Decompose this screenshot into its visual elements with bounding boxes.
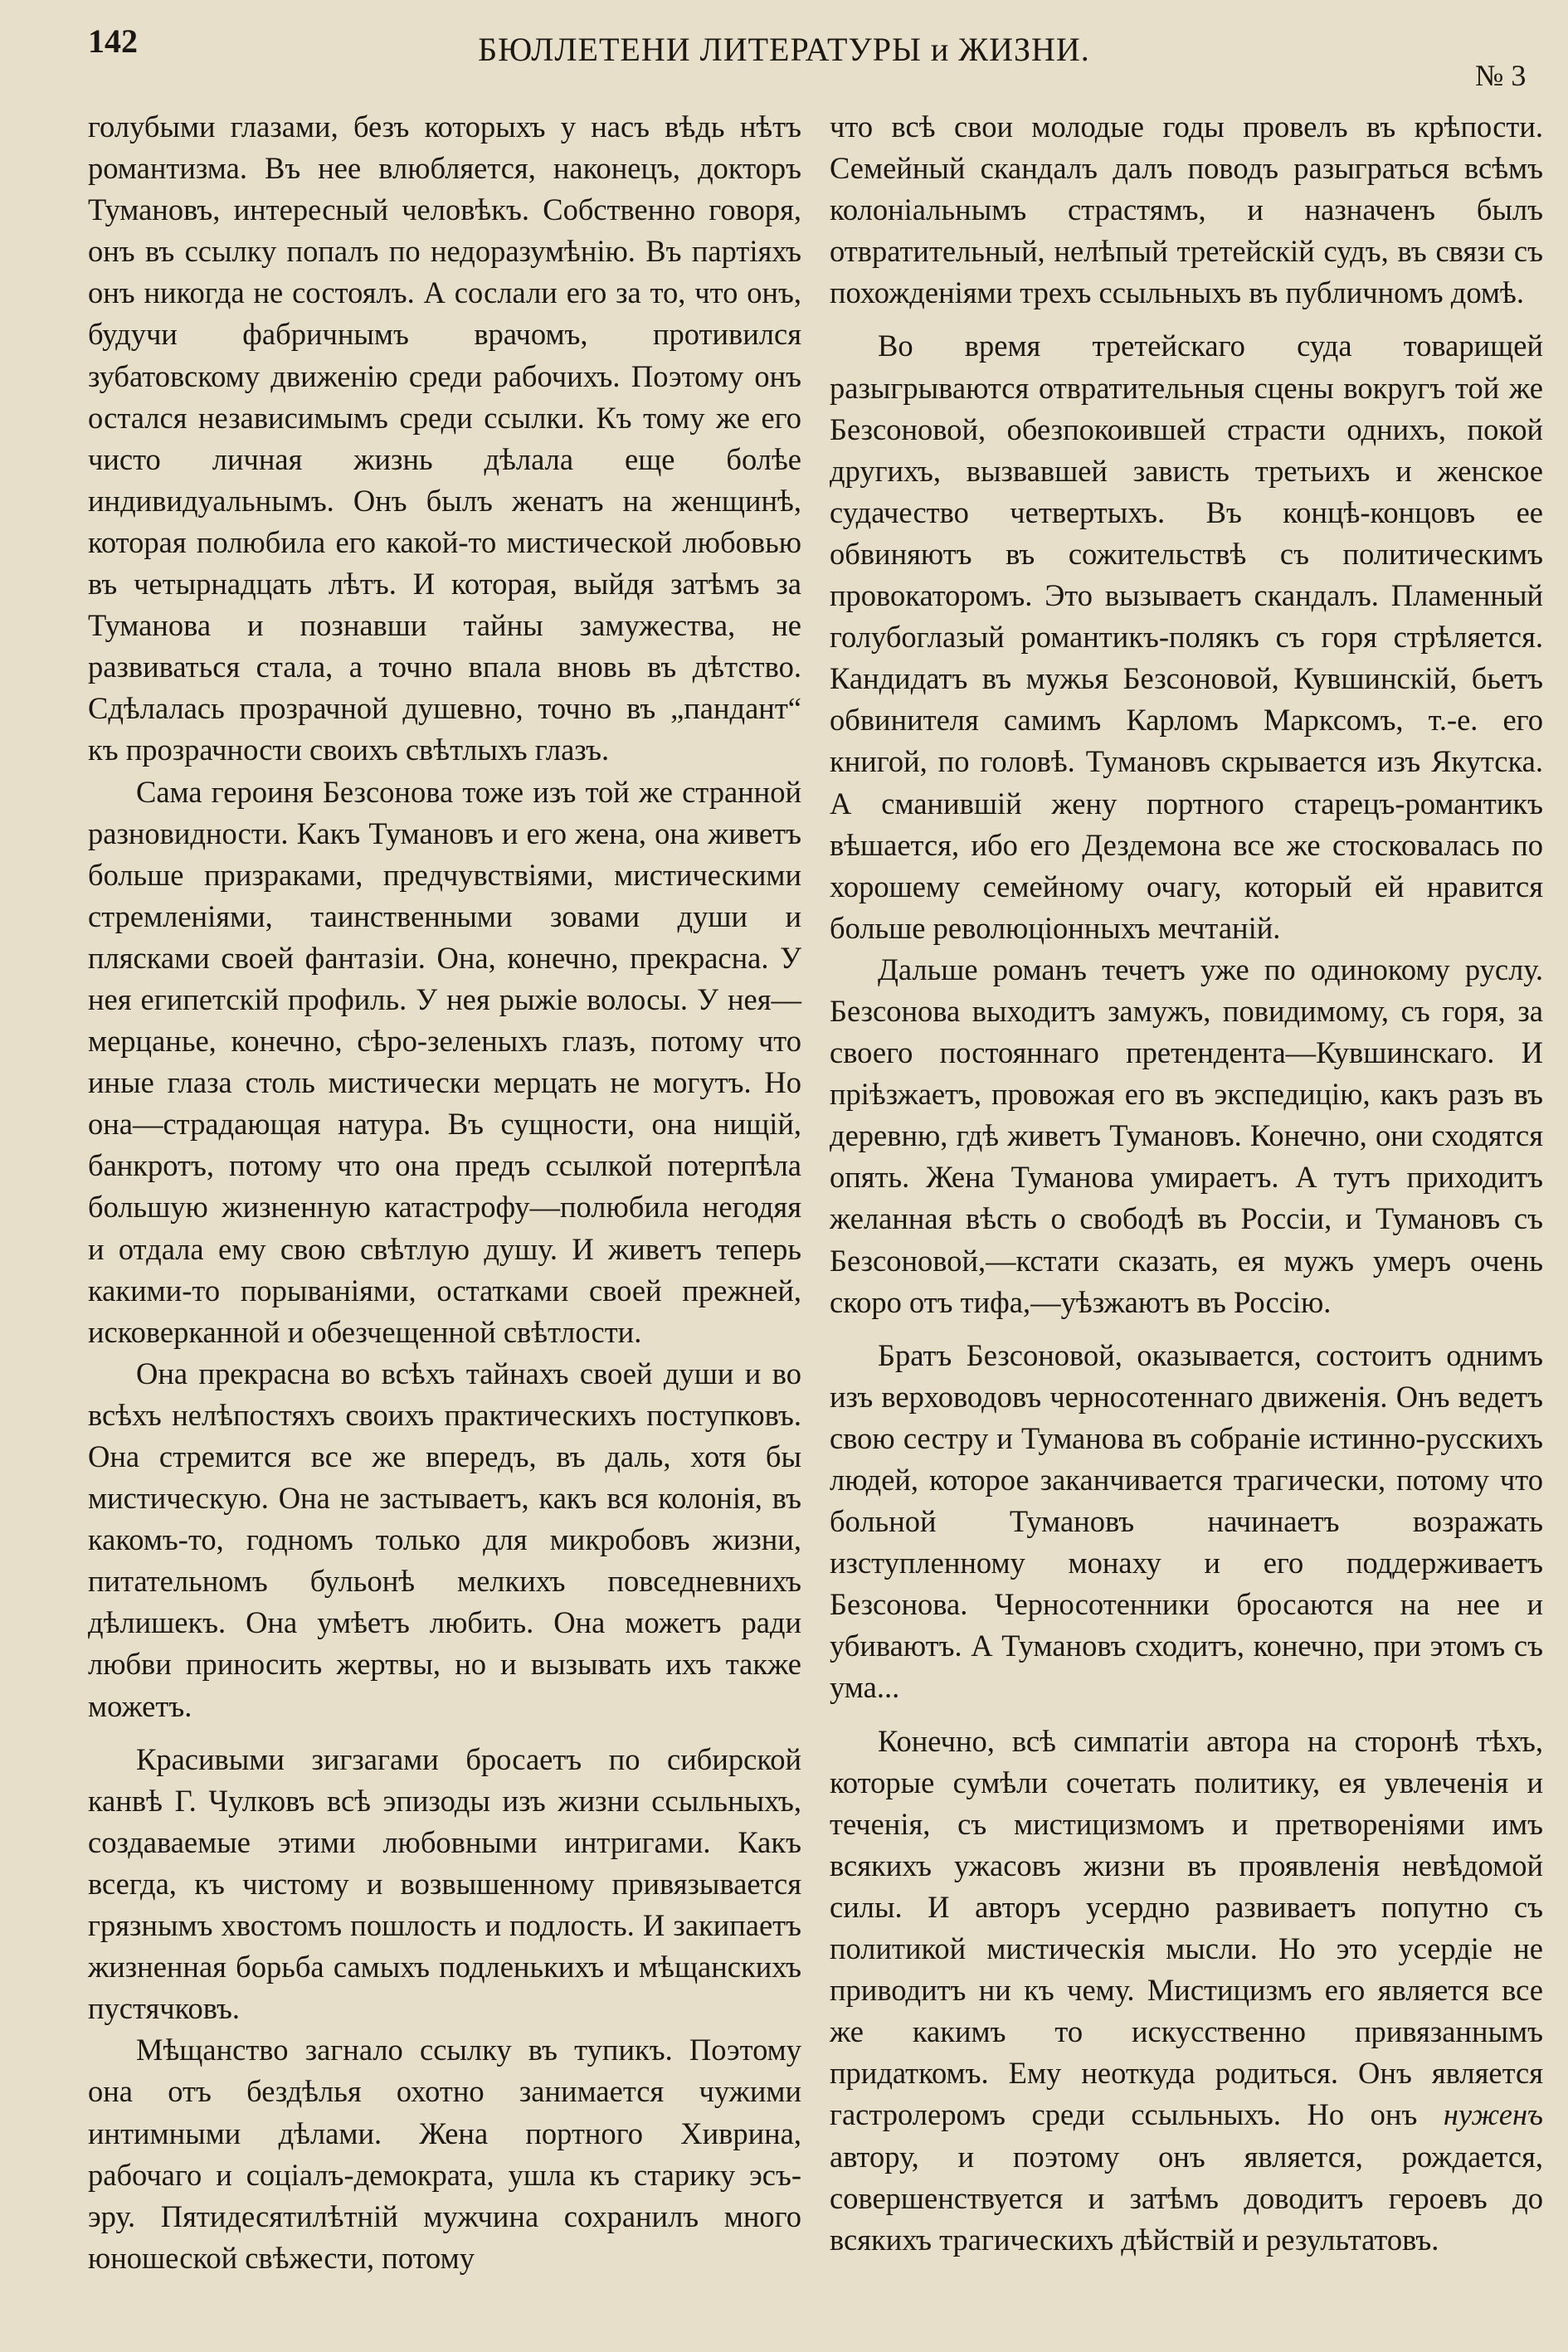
text-run: Конечно, всѣ симпатіи автора на сторонѣ тѣхъ, которые сумѣли сочетать политику, ея увлеченія и теченія, съ мистицизмомъ и претвореніями имъ всякихъ ужасовъ жизни въ проявленія невѣдомой силы. И авторъ усердно развиваетъ попутно съ политикой мистическія мысли. Но это усердіе не приводитъ ни къ чему. Мистицизмъ его является все же какимъ то искусственно привязаннымъ придаткомъ. Ему неоткуда родиться. Онъ является гастролеромъ среди ссыльныхъ. Но онъ — [830, 1723, 1543, 2132]
paragraph: Братъ Безсоновой, оказывается, состоитъ однимъ изъ верховодовъ черносотеннаго движенія. Онъ ведетъ свою сестру и Туманова въ собраніе истинно-русскихъ людей, которое заканчивается трагически, потому что больной Тумановъ начинаетъ возражать изступленному монаху и его поддерживаетъ Безсонова. Черносотенники бросаются на нее и убиваютъ. А Тумановъ сходитъ, конечно, при этомъ съ ума... — [830, 1337, 1543, 1705]
paragraph: что всѣ свои молодые годы провелъ въ крѣпости. Семейный скандалъ далъ поводъ разыграться всѣмъ колоніальнымъ страстямъ, и назначенъ былъ отвратительный, нелѣпый третейскій судъ, въ связи съ похожденіями трехъ ссыльныхъ въ публичномъ домѣ. — [830, 110, 1543, 310]
text-run: автору, и поэтому онъ является, рождается, совершенствуется и затѣмъ доводитъ героевъ до всякихъ трагическихъ дѣйствій и результатовъ. — [830, 2139, 1543, 2257]
paragraph: Она прекрасна во всѣхъ тайнахъ своей души и во всѣхъ нелѣпостяхъ своихъ практическихъ поступковъ. Она стремится все же впередъ, въ даль, хотя бы мистическую. Она не застываетъ, какъ вся колонія, въ какомъ-то, годномъ только для микробовъ жизни, питательномъ бульонѣ мелкихъ повседневнихъ дѣлишекъ. Она умѣетъ любить. Она можетъ ради любви приносить жертвы, но и вызывать ихъ также можетъ. — [88, 1356, 801, 1723]
paragraph: Мѣщанство загнало ссылку въ тупикъ. Поэтому она отъ бездѣлья охотно занимается чужими интимными дѣлами. Жена портного Хиврина, рабочаго и соціалъ-демократа, ушла къ старику эсъ-эру. Пятидесятилѣтній мужчина сохранилъ много юношеской свѣжести, потому — [88, 2033, 801, 2275]
issue-number: № 3 — [1475, 59, 1527, 92]
running-title: БЮЛЛЕТЕНИ ЛИТЕРАТУРЫ и ЖИЗНИ. — [478, 31, 1090, 68]
paragraph: Во время третейскаго суда товарищей разыгрываются отвратительныя сцены вокругъ той же Безсоновой, обезпокоившей страсти однихъ, покой другихъ, вызвавшей зависть третьихъ и женское судачество четвертыхъ. Въ концѣ-концовъ ее обвиняютъ въ сожительствѣ съ политическимъ провокаторомъ. Это вызываетъ скандалъ. Пламенный голубоглазый романтикъ-полякъ съ горя стрѣляется. Кандидатъ въ мужья Безсоновой, Кувшинскій, бьетъ обвинителя самимъ Карломъ Марксомъ, т.-е. его книгой, по головѣ. Тумановъ скрывается изъ Якутска. А сманившій жену портного старецъ-романтикъ вѣшается, ибо его Дездемона все же стосковалась по хорошему семейному очагу, который ей нравится больше революціонныхъ мечтаній. — [830, 329, 1543, 945]
left-column — [88, 106, 801, 2279]
paragraph — [830, 1721, 1543, 2261]
right-column — [830, 106, 1543, 2261]
page-header — [0, 0, 1568, 92]
paragraph: Сама героиня Безсонова тоже изъ той же странной разновидности. Какъ Тумановъ и его жена, она живетъ больше призраками, предчувствіями, мистическими стремленіями, таинственными зовами души и плясками своей фантазіи. Она, конечно, прекрасна. У нея египетскій профиль. У нея рыжіе волосы. У нея—мерцанье, конечно, сѣро-зеленыхъ глазъ, потому что иные глаза столь мистически мерцать не могутъ. Но она—страдающая натура. Въ сущности, она нищій, банкротъ, потому что она предъ ссылкой потерпѣла большую жизненную катастрофу—полюбила негодяя и отдала ему свою свѣтлую душу. И живетъ теперь какими-то порываніями, остатками своей прежней, исковерканной и обезчещенной свѣтлости. — [88, 774, 801, 1349]
page-number: 142 — [88, 22, 138, 60]
paragraph: Дальше романъ течетъ уже по одинокому руслу. Безсонова выходитъ замужъ, повидимому, съ горя, за своего постояннаго претендента—Кувшинскаго. И пріѣзжаетъ, провожая его въ экспедицію, какъ разъ въ деревню, гдѣ живетъ Тумановъ. Конечно, они сходятся опять. Жена Туманова умираетъ. А тутъ приходитъ желанная вѣсть о свободѣ въ Россіи, и Тумановъ съ Безсоновой,—кстати сказать, ея мужъ умеръ очень скоро отъ тифа,—уѣзжаютъ въ Россію. — [830, 952, 1543, 1319]
paragraph: голубыми глазами, безъ которыхъ у насъ вѣдь нѣтъ романтизма. Въ нее влюбляется, наконецъ, докторъ Тумановъ, интересный человѣкъ. Собственно говоря, онъ въ ссылку попалъ по недоразумѣнію. Въ партіяхъ онъ никогда не состоялъ. А сослали его за то, что онъ, будучи фабричнымъ врачомъ, противился зубатовскому движенію среди рабочихъ. Поэтому онъ остался независимымъ среди ссылки. Къ тому же его чисто личная жизнь дѣлала еще болѣе индивидуальнымъ. Онъ былъ женатъ на женщинѣ, которая полюбила его какой-то мистической любовью въ четырнадцать лѣтъ. И которая, выйдя затѣмъ за Туманова и познавши тайны замужества, не развиваться стала, а точно впала вновь въ дѣтство. Сдѣлалась прозрачной душевно, точно въ „пандант“ къ прозрачности своихъ свѣтлыхъ глазъ. — [88, 110, 801, 767]
paragraph: Красивыми зигзагами бросаетъ по сибирской канвѣ Г. Чулковъ всѣ эпизоды изъ жизни ссыльныхъ, создаваемые этими любовными интригами. Какъ всегда, къ чистому и возвышенному привязывается грязнымъ хвостомъ пошлость и подлость. И закипаетъ жизненная борьба самыхъ подленькихъ и мѣщанскихъ пустячковъ. — [88, 1741, 801, 2026]
emphasis: нуженъ — [1443, 2097, 1543, 2132]
